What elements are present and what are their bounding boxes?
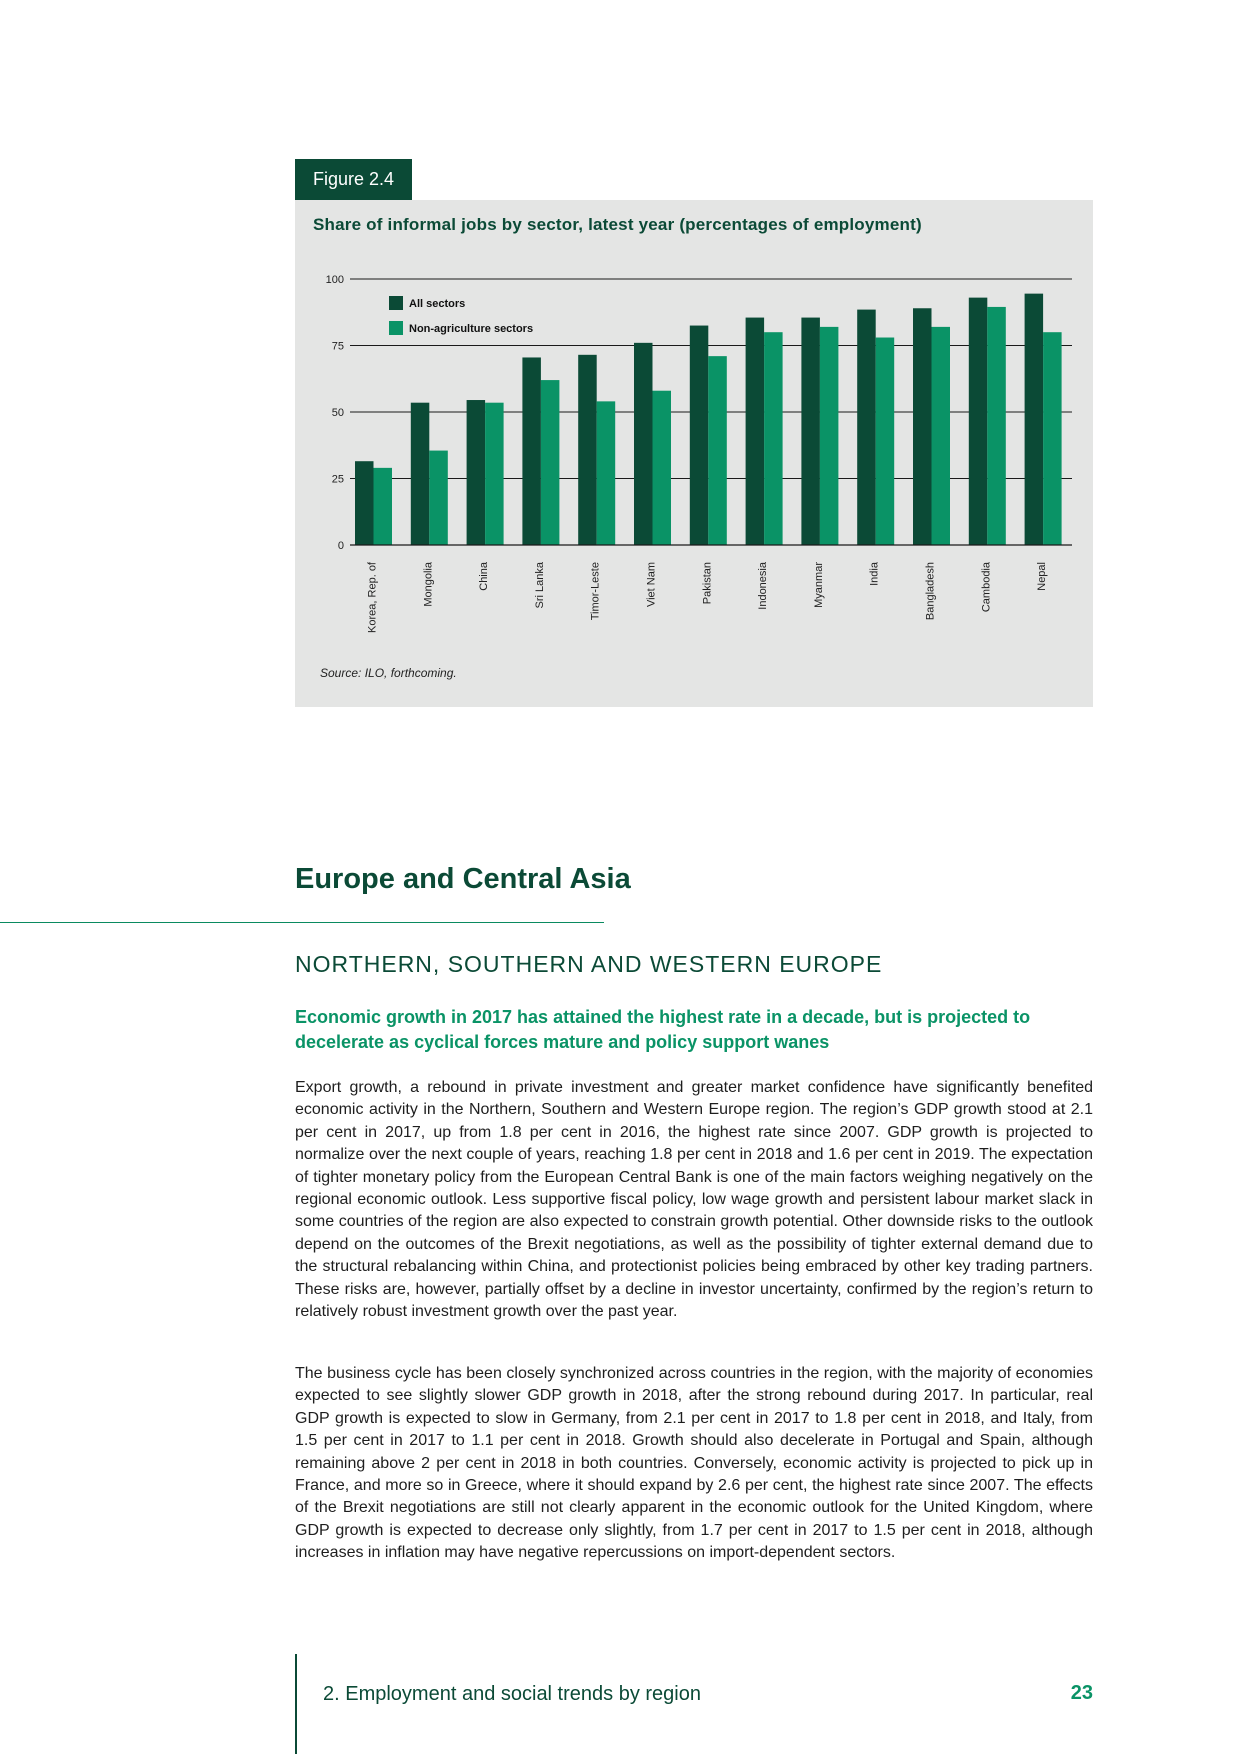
x-tick-label: Korea, Rep. of (366, 562, 379, 633)
y-tick-label: 50 (331, 407, 344, 419)
bar-non-agri (987, 307, 1006, 545)
page-number: 23 (1070, 1682, 1093, 1704)
x-tick-label: Bangladesh (924, 562, 937, 621)
bar-chart (295, 200, 1093, 660)
bar-non-agri (429, 451, 448, 545)
bar-non-agri (932, 327, 951, 545)
legend-label: Non-agriculture sectors (409, 323, 534, 335)
figure-source: Source: ILO, forthcoming. (320, 666, 457, 680)
bar-non-agri (374, 468, 393, 545)
lead-paragraph: Economic growth in 2017 has attained the highest rate in a decade, but is projected to decelerate as cyclical forces mature and policy support wanes (295, 1007, 1031, 1052)
bar-all (801, 318, 820, 545)
bar-all (411, 403, 430, 545)
bar-all (1025, 294, 1044, 545)
x-tick-label: Pakistan (701, 562, 714, 605)
y-tick-label: 25 (331, 473, 344, 486)
y-tick-label: 100 (325, 274, 344, 286)
bar-non-agri (1043, 332, 1062, 545)
x-tick-label: Nepal (1036, 562, 1049, 591)
bar-all (913, 308, 932, 545)
bar-all (969, 298, 988, 545)
x-tick-label: Mongolia (422, 562, 435, 607)
bar-non-agri (653, 391, 672, 545)
x-tick-label: China (478, 562, 491, 591)
figure-panel (295, 200, 1093, 707)
x-tick-label: India (868, 562, 881, 586)
body-paragraph-1: Export growth, a rebound in private investment and greater market confidence have significantly benefited economic activity in the Northern, Southern and Western Europe region. The region’s GDP growth stood at 2.1 per cent in 2017, up from 1.8 per cent in 2016, the highest rate since 2007. GDP growth is projected to normalize over the next couple of years, reaching 1.8 per cent in 2018 and 1.6 per cent in 2019. The expectation of tighter monetary policy from the European Central Bank is one of the main factors weighing negatively on the regional economic outlook. Less supportive fiscal policy, low wage growth and persistent labour market slack in some countries of the region are also expected to constrain growth potential. Other downside risks to the outlook depend on the outcomes of the Brexit negotiations, as well as the possibility of tighter external demand due to the structural rebalancing within China, and protectionist policies being embraced by other key trading partners. These risks are, however, partially offset by a decline in investor uncertainty, confirmed by the region’s return to relatively robust investment growth over the past year. (295, 1079, 1093, 1321)
legend-label: All sectors (409, 298, 466, 310)
bar-all (857, 310, 876, 545)
subsection-heading: NORTHERN, SOUTHERN AND WESTERN EUROPE (295, 951, 883, 977)
body-paragraph-2: The business cycle has been closely synchronized across countries in the region, with the majority of economies expected to see slightly slower GDP growth in 2018, after the strong rebound during 2017. In particular, real GDP growth is expected to slow in Germany, from 2.1 per cent in 2017 to 1.8 per cent in 2018, and Italy, from 1.5 per cent in 2017 to 1.1 per cent in 2018. Growth should also decelerate in Portugal and Spain, although remaining above 2 per cent in 2018 in both countries. Conversely, economic activity is projected to pick up in France, and more so in Greece, where it should expand by 2.6 per cent, the highest rate since 2007. The effects of the Brexit negotiations are still not clearly apparent in the economic outlook for the United Kingdom, where GDP growth is expected to decrease only slightly, from 1.7 per cent in 2017 to 1.5 per cent in 2018, although increases in inflation may have negative repercussions on import-dependent sectors. (295, 1365, 1093, 1562)
x-tick-label: Myanmar (812, 562, 825, 608)
bar-all (578, 355, 597, 545)
bar-all (467, 400, 486, 545)
bar-all (746, 318, 765, 545)
bar-non-agri (876, 338, 895, 545)
bar-non-agri (820, 327, 839, 545)
y-tick-label: 75 (331, 340, 344, 353)
x-tick-label: Cambodia (980, 562, 993, 613)
bar-non-agri (764, 332, 783, 545)
bar-non-agri (485, 403, 504, 545)
bar-all (522, 357, 541, 545)
legend-swatch (389, 321, 403, 335)
section-divider (0, 922, 604, 923)
x-tick-label: Viet Nam (645, 562, 658, 608)
bar-all (690, 326, 709, 545)
y-tick-label: 0 (337, 540, 344, 552)
x-tick-label: Sri Lanka (533, 562, 546, 609)
bar-all (634, 343, 653, 545)
x-tick-label: Indonesia (757, 562, 770, 610)
footer-rule (295, 1654, 297, 1754)
figure-label: Figure 2.4 (295, 159, 412, 200)
footer-chapter: 2. Employment and social trends by region (323, 1683, 701, 1705)
bar-non-agri (541, 380, 560, 545)
bar-non-agri (597, 401, 616, 545)
section-heading: Europe and Central Asia (295, 863, 631, 895)
bar-non-agri (708, 356, 727, 545)
legend-swatch (389, 296, 403, 310)
bar-all (355, 461, 374, 545)
figure-title: Share of informal jobs by sector, latest year (percentages of employment) (313, 215, 922, 234)
x-tick-label: Timor-Leste (589, 562, 602, 621)
